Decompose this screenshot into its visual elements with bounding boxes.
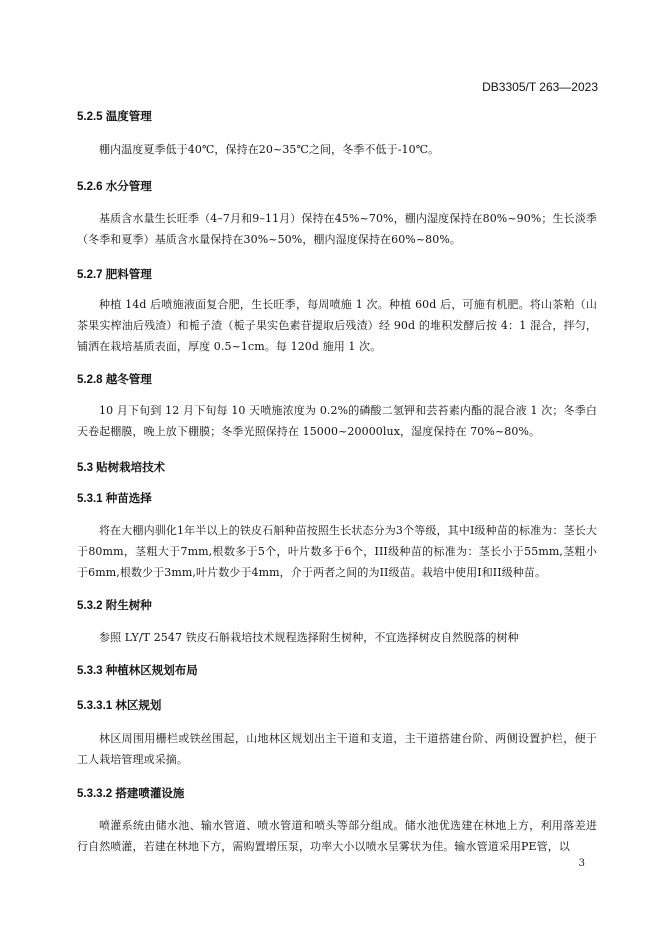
document-code: DB3305/T 263—2023 bbox=[482, 80, 598, 94]
section-heading-5-2-5: 5.2.5 温度管理 bbox=[77, 111, 152, 123]
section-heading-5-2-8: 5.2.8 越冬管理 bbox=[77, 374, 152, 386]
section-body-5-3-3-2: 喷灌系统由储水池、输水管道、喷水管道和喷头等部分组成。储水池优选建在林地上方，利用落差进行自然喷灌，若建在林地下方，需购置增压泵，功率大小以喷水呈雾状为佳。输水管道采用PE管，以 bbox=[77, 819, 597, 853]
section-body-5-2-7: 种植 14d 后喷施液面复合肥，生长旺季，每周喷施 1 次。种植 60d 后，可施有机肥。将山茶粕（山茶果实榨油后残渣）和栀子渣（栀子果实色素苷提取后残渣）经 90d 的堆积发酵后按 4：1 混合，拌匀，铺洒在栽培基质表面，厚度 0.5~1cm。每 120d 施用 1 次。 bbox=[77, 298, 597, 353]
section-body-5-2-6: 基质含水量生长旺季（4–7月和9–11月）保持在45%~70%，棚内湿度保持在80%~90%；生长淡季（冬季和夏季）基质含水量保持在30%~50%，棚内湿度保持在60%~80%。 bbox=[77, 212, 597, 246]
section-heading-5-3-1: 5.3.1 种苗选择 bbox=[77, 493, 152, 505]
page-number: 3 bbox=[578, 858, 585, 869]
section-heading-5-3-3-1: 5.3.3.1 林区规划 bbox=[77, 700, 162, 712]
section-heading-5-3: 5.3 贴树栽培技术 bbox=[77, 462, 166, 474]
section-body-5-3-3-1: 林区周围用栅栏或铁丝围起，山地林区规划出主干道和支道，主干道搭建台阶、两侧设置护栏，便于工人栽培管理或采摘。 bbox=[77, 732, 597, 766]
section-body-5-2-5: 棚内温度夏季低于40℃，保持在20~35℃之间，冬季不低于-10℃。 bbox=[99, 143, 440, 156]
section-body-5-3-1: 将在大棚内驯化1年半以上的铁皮石斛种苗按照生长状态分为3个等级，其中I级种苗的标准为：茎长大于80mm，茎粗大于7mm,根数多于5个，叶片数多于6个，III级种苗的标准为：茎长小于55mm,茎粗小于6mm,根数少于3mm,叶片数少于4mm，介于两者之间的为II级苗。栽培中使用I和II级种苗。 bbox=[77, 524, 597, 579]
section-heading-5-3-3-2: 5.3.3.2 搭建喷灌设施 bbox=[77, 788, 185, 800]
section-body-5-3-2: 参照 LY/T 2547 铁皮石斛栽培技术规程选择附生树种，不宜选择树皮自然脱落的树种 bbox=[99, 631, 519, 644]
section-heading-5-3-2: 5.3.2 附生树种 bbox=[77, 600, 152, 612]
section-body-5-2-8: 10 月下旬到 12 月下旬每 10 天喷施浓度为 0.2%的磷酸二氢钾和芸苔素内酯的混合液 1 次；冬季白天卷起棚膜，晚上放下棚膜；冬季光照保持在 15000~20000lux，湿度保持在 70%~80%。 bbox=[77, 404, 597, 438]
section-heading-5-2-6: 5.2.6 水分管理 bbox=[77, 181, 152, 193]
section-heading-5-2-7: 5.2.7 肥料管理 bbox=[77, 269, 152, 281]
section-heading-5-3-3: 5.3.3 种植林区规划布局 bbox=[77, 665, 198, 677]
